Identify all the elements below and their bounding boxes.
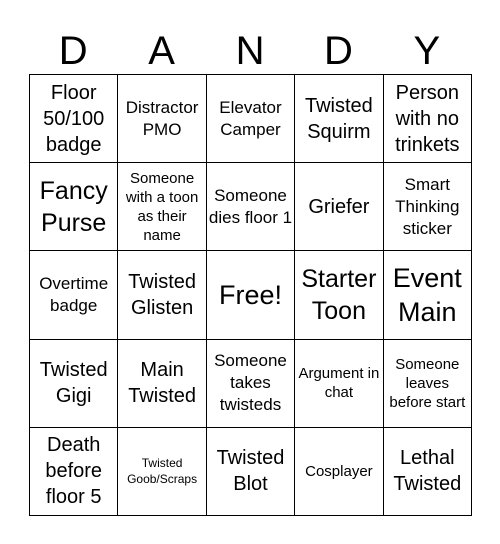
bingo-cell-text: Floor 50/100 badge (43, 81, 105, 156)
bingo-cell-text: Griefer (308, 195, 370, 218)
bingo-cell-1-4[interactable] (295, 75, 383, 163)
bingo-cell-2-2[interactable] (118, 163, 206, 251)
bingo-cell-text: Someone with a toon as their name (125, 169, 199, 244)
bingo-cell-text: Starter Toon (301, 264, 377, 325)
bingo-cell-2-3[interactable] (207, 163, 295, 251)
bingo-cell-1-1[interactable] (30, 75, 118, 163)
header-letter-d2: D (323, 29, 353, 73)
bingo-cell-text: Twisted Blot (216, 447, 285, 496)
bingo-cell-text: Death before floor 5 (45, 434, 103, 509)
bingo-cell-text: Lethal Twisted (393, 447, 462, 496)
bingo-cell-1-2[interactable] (118, 75, 206, 163)
bingo-cell-2-4[interactable] (295, 163, 383, 251)
bingo-cell-text: Smart Thinking sticker (395, 174, 460, 238)
bingo-cell-text: Twisted Glisten (128, 270, 196, 319)
header-letter-n: N (235, 29, 265, 73)
bingo-board (29, 74, 472, 516)
bingo-cell-2-5[interactable] (384, 163, 472, 251)
bingo-cell-text: Elevator Camper (219, 97, 282, 139)
bingo-cell-text: Twisted Squirm (304, 94, 373, 143)
bingo-cell-text: Event Main (392, 262, 462, 327)
bingo-cell-text: Twisted Goob/Scraps (127, 456, 198, 487)
bingo-cell-5-1[interactable] (30, 428, 118, 516)
bingo-cell-1-5[interactable] (384, 75, 472, 163)
bingo-cell-text: Person with no trinkets (395, 81, 460, 156)
bingo-cell-4-2[interactable] (118, 340, 206, 428)
bingo-cell-5-5[interactable] (384, 428, 472, 516)
bingo-cell-1-3[interactable] (207, 75, 295, 163)
bingo-cell-3-4[interactable] (295, 251, 383, 339)
bingo-cell-5-4[interactable] (295, 428, 383, 516)
bingo-cell-5-3[interactable] (207, 428, 295, 516)
bingo-cell-4-3[interactable] (207, 340, 295, 428)
bingo-cell-3-5[interactable] (384, 251, 472, 339)
bingo-cell-4-1[interactable] (30, 340, 118, 428)
bingo-cell-5-2[interactable] (118, 428, 206, 516)
bingo-cell-text: Someone takes twisteds (214, 351, 287, 415)
header-letter-d: D (58, 29, 88, 73)
bingo-cell-text: Twisted Gigi (39, 359, 108, 408)
header-letter-a: A (148, 29, 175, 73)
bingo-cell-text: Someone dies floor 1 (208, 185, 293, 227)
bingo-cell-text: Fancy Purse (39, 176, 108, 237)
bingo-cell-text: Overtime badge (39, 273, 109, 315)
header-letter-y: Y (413, 29, 441, 73)
bingo-cell-3-3[interactable] (207, 251, 295, 339)
bingo-cell-3-2[interactable] (118, 251, 206, 339)
bingo-cell-text: Argument in chat (298, 365, 380, 402)
bingo-cell-3-1[interactable] (30, 251, 118, 339)
bingo-header (29, 28, 471, 74)
bingo-cell-text: Cosplayer (305, 462, 373, 480)
bingo-cell-text: Main Twisted (128, 359, 196, 408)
bingo-cell-free: Free! (218, 279, 282, 310)
bingo-cell-4-5[interactable] (384, 340, 472, 428)
bingo-cell-text: Someone leaves before start (389, 355, 466, 411)
bingo-cell-2-1[interactable] (30, 163, 118, 251)
bingo-cell-text: Distractor PMO (125, 97, 199, 139)
bingo-cell-4-4[interactable] (295, 340, 383, 428)
